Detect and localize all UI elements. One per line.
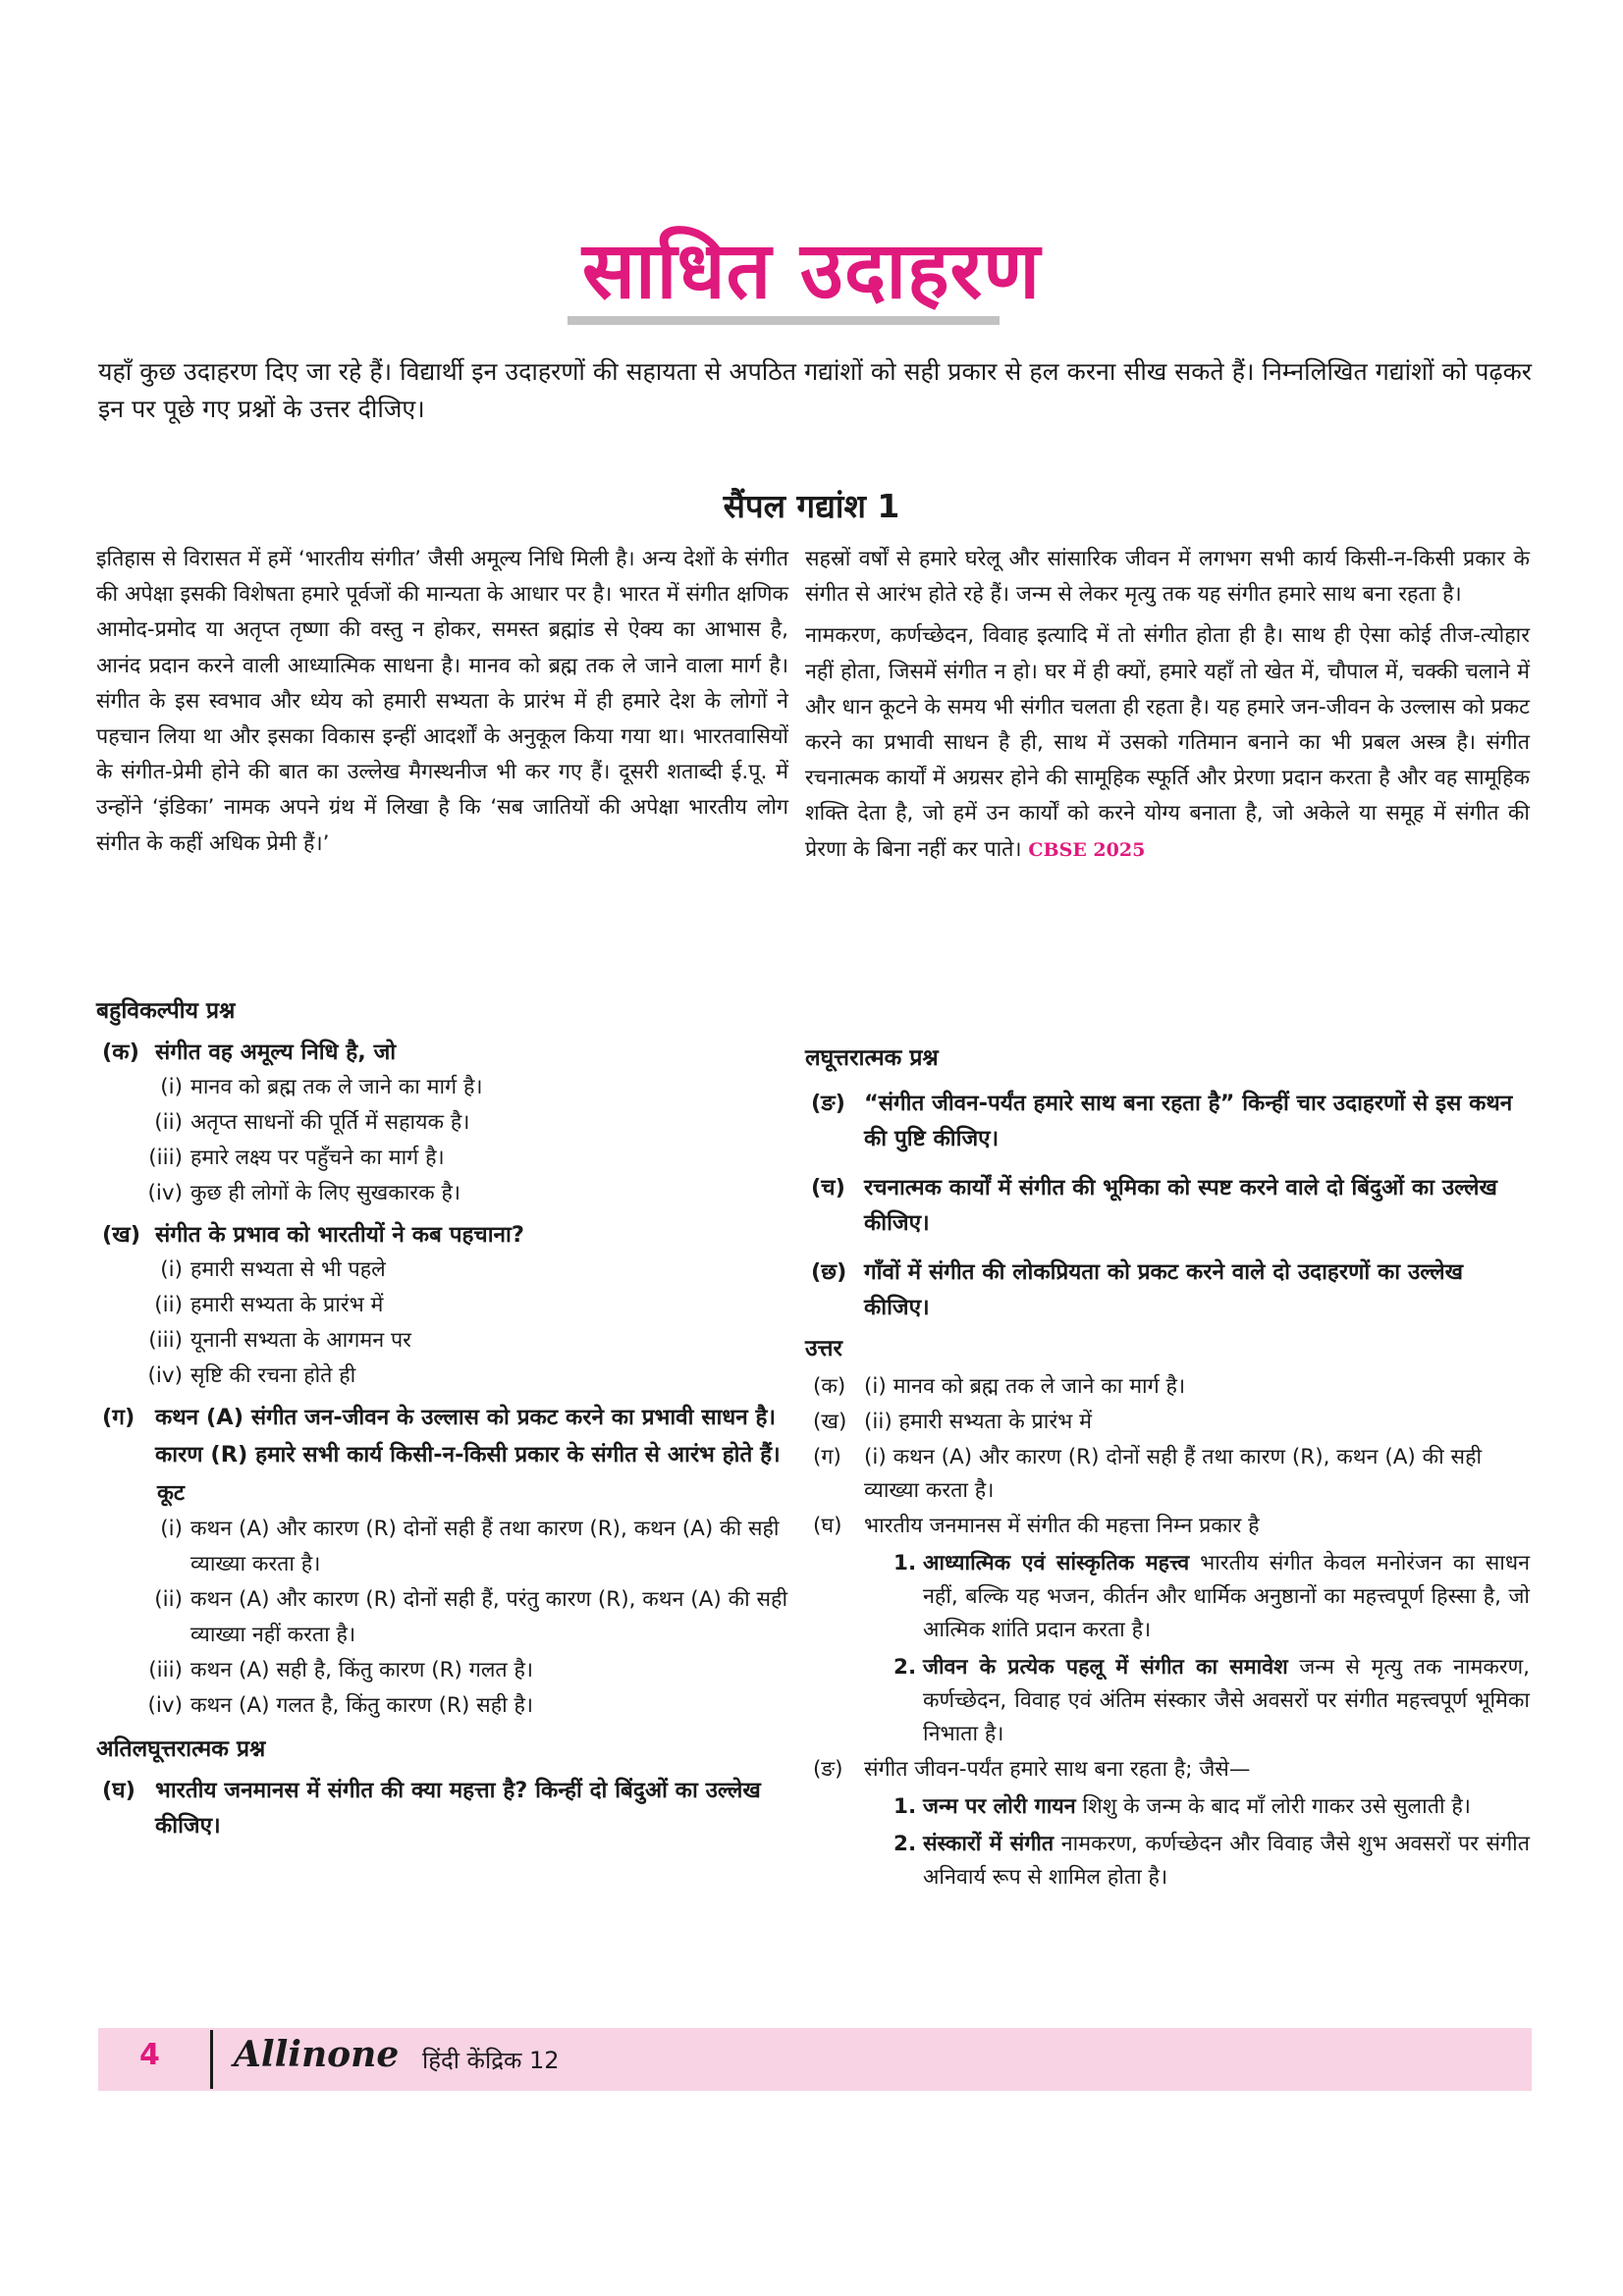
question-label: (घ) <box>102 1778 135 1803</box>
point-title: जीवन के प्रत्येक पहलू में संगीत का समावेश <box>923 1655 1288 1680</box>
option-text: कथन (A) सही है, किंतु कारण (R) गलत है। <box>190 1658 534 1682</box>
option-label: (i) <box>160 1517 183 1541</box>
option-label: (ii) <box>154 1293 183 1317</box>
option-text: अतृप्त साधनों की पूर्ति में सहायक है। <box>190 1110 470 1135</box>
option-text: हमारी सभ्यता से भी पहले <box>190 1257 386 1282</box>
point-number: 2. <box>893 1655 917 1680</box>
option-text: कथन (A) और कारण (R) दोनों सही हैं, परंतु कारण (R), कथन (A) की सही व्याख्या नहीं करता है। <box>190 1587 788 1647</box>
answer-label: (ख) <box>813 1410 847 1434</box>
section-heading: सैंपल गद्यांश 1 <box>723 487 900 525</box>
assertion-key: कथन <box>155 1405 199 1430</box>
point-body: शिशु के जन्म के बाद माँ लोरी गाकर उसे सुलाती है। <box>1075 1794 1471 1819</box>
answer-label: (ग) <box>813 1445 841 1469</box>
mcq-heading: बहुविकल्पीय प्रश्न <box>96 998 236 1024</box>
option <box>96 1253 788 1288</box>
answer-point <box>805 1828 1530 1895</box>
question <box>96 1400 788 1435</box>
option-label: (iii) <box>148 1658 183 1682</box>
answer-label: (क) <box>813 1374 846 1399</box>
answer <box>805 1406 1530 1439</box>
point-body: नामकरण, कर्णच्छेदन और विवाह जैसे शुभ अवसरों पर संगीत अनिवार्य रूप से शामिल होता है। <box>923 1832 1530 1890</box>
option-text: कुछ ही लोगों के लिए सुखकारक है। <box>190 1181 461 1205</box>
option <box>96 1688 788 1724</box>
answer <box>805 1753 1530 1787</box>
option-text: हमारी सभ्यता के प्रारंभ में <box>190 1293 384 1317</box>
page-title: साधित उदाहरण <box>581 225 1042 316</box>
option-label: (iii) <box>148 1146 183 1170</box>
option <box>96 1512 788 1582</box>
point-text <box>923 1547 1530 1647</box>
point-number: 1. <box>893 1794 917 1819</box>
option-text: कथन (A) और कारण (R) दोनों सही हैं तथा कारण (R), कथन (A) की सही व्याख्या करता है। <box>190 1517 780 1576</box>
question-label: (क) <box>102 1040 139 1065</box>
answer <box>805 1510 1530 1543</box>
question-label: (ग) <box>102 1405 135 1430</box>
point-title: संस्कारों में संगीत <box>923 1832 1055 1856</box>
option <box>96 1582 788 1653</box>
question-text: संगीत वह अमूल्य निधि है, जो <box>155 1040 397 1065</box>
point-title: जन्म पर लोरी गायन <box>923 1794 1076 1819</box>
point-number: 2. <box>893 1832 917 1856</box>
answer-point <box>805 1547 1530 1647</box>
option-label: (iii) <box>148 1328 183 1353</box>
answer <box>805 1441 1530 1508</box>
point-body: जन्म से मृत्यु तक नामकरण, कर्णच्छेदन, विवाह एवं अंतिम संस्कार जैसे अवसरों पर संगीत महत्त्वपूर्ण भूमिका निभाता है। <box>923 1655 1531 1746</box>
point-number: 1. <box>893 1551 917 1575</box>
intro-text: यहाँ कुछ उदाहरण दिए जा रहे हैं। विद्यार्थी इन उदाहरणों की सहायता से अपठित गद्यांशों को सही प्रकार से हल करना सीख सकते हैं। निम्नलिखित गद्यांशों को पढ़कर इन पर पूछे गए प्रश्नों के उत्तर दीजिए। <box>98 357 1532 423</box>
page-number: 4 <box>139 2038 160 2072</box>
option <box>96 1323 788 1359</box>
answer-text: संगीत जीवन-पर्यंत हमारे साथ बना रहता है; जैसे— <box>864 1757 1251 1782</box>
option-label: (ii) <box>154 1587 183 1612</box>
question-label: (ङ) <box>811 1091 845 1116</box>
reason-text: (R) हमारे सभी कार्य किसी-न-किसी प्रकार के संगीत से आरंभ होते हैं। <box>210 1442 781 1468</box>
question <box>96 1773 788 1843</box>
question-label: (च) <box>811 1175 845 1201</box>
source-tag: CBSE 2025 <box>1028 838 1146 861</box>
brand-logo: Allinone <box>234 2034 400 2075</box>
point-body: भारतीय संगीत केवल मनोरंजन का साधन नहीं, बल्कि यह भजन, कीर्तन और धार्मिक अनुष्ठानों का महत्त्वपूर्ण हिस्सा है, जो आत्मिक शांति प्रदान करता है। <box>923 1551 1530 1642</box>
questions-left-column <box>96 993 788 1843</box>
answer-point <box>805 1790 1530 1824</box>
questions-right-column <box>805 1041 1530 1895</box>
question <box>805 1255 1530 1325</box>
question <box>96 1035 788 1070</box>
koot-heading: कूट <box>157 1481 185 1506</box>
point-title: आध्यात्मिक एवं सांस्कृतिक महत्त्व <box>923 1551 1190 1575</box>
option <box>96 1653 788 1688</box>
short-heading: लघूत्तरात्मक प्रश्न <box>805 1045 939 1071</box>
very-short-heading: अतिलघूत्तरात्मक प्रश्न <box>96 1736 266 1762</box>
option <box>96 1141 788 1176</box>
question-text: रचनात्मक कार्यों में संगीत की भूमिका को स्पष्ट करने वाले दो बिंदुओं का उल्लेख कीजिए। <box>864 1175 1497 1236</box>
passage-paragraph <box>805 618 1530 867</box>
point-text <box>923 1828 1530 1895</box>
answer <box>805 1370 1530 1404</box>
passage-paragraph: इतिहास से विरासत में हमें ‘भारतीय संगीत’ जैसी अमूल्य निधि मिली है। अन्य देशों के संगीत की अपेक्षा इसकी विशेषता हमारे पूर्वजों की मान्यता के आधार पर है। भारत में संगीत क्षणिक आमोद-प्रमोद या अतृप्त तृष्णा की वस्तु न होकर, समस्त ब्रह्मांड से ऐक्य का आभास है, आनंद प्रदान करने वाली आध्यात्मिक साधना है। मानव को ब्रह्म तक ले जाने वाला मार्ग है। संगीत के इस स्वभाव और ध्येय को हमारी सभ्यता के प्रारंभ में ही हमारे देश के लोगों ने पहचान लिया था और इसका विकास इन्हीं आदर्शों के अनुकूल किया गया था। भारतवासियों के संगीत-प्रेमी होने की बात का उल्लेख मैगस्थनीज भी कर गए हैं। दूसरी शताब्दी ई.पू. में उन्होंने ‘इंडिका’ नामक अपने ग्रंथ में लिखा है कि ‘सब जातियों की अपेक्षा भारतीय लोग संगीत के कहीं अधिक प्रेमी हैं।’ <box>96 547 789 856</box>
option <box>96 1288 788 1323</box>
option <box>96 1105 788 1141</box>
option-label: (iv) <box>147 1363 183 1388</box>
option-text: हमारे लक्ष्य पर पहुँचने का मार्ग है। <box>190 1146 445 1170</box>
answer-point <box>805 1651 1530 1751</box>
point-text <box>923 1651 1530 1751</box>
answer-text: (i) मानव को ब्रह्म तक ले जाने का मार्ग है। <box>864 1374 1186 1399</box>
question-label: (ख) <box>102 1222 140 1248</box>
passage-paragraph: सहस्रों वर्षों से हमारे घरेलू और सांसारिक जीवन में लगभग सभी कार्य किसी-न-किसी प्रकार के संगीत से आरंभ होते रहे हैं। जन्म से लेकर मृत्यु तक यह संगीत हमारे साथ बना रहता है। <box>805 547 1530 608</box>
answer-label: (ङ) <box>813 1757 843 1782</box>
question <box>805 1086 1530 1156</box>
answer-text: (ii) हमारी सभ्यता के प्रारंभ में <box>864 1410 1092 1434</box>
question-text: भारतीय जनमानस में संगीत की क्या महत्ता है? किन्हीं दो बिंदुओं का उल्लेख कीजिए। <box>155 1778 761 1839</box>
question-label: (छ) <box>811 1259 847 1285</box>
option-label: (iv) <box>147 1693 183 1718</box>
answers-heading: उत्तर <box>805 1336 842 1362</box>
option <box>96 1176 788 1211</box>
question-text: “संगीत जीवन-पर्यंत हमारे साथ बना रहता है” किन्हीं चार उदाहरणों से इस कथन की पुष्टि कीजिए। <box>864 1091 1513 1151</box>
reason-key: कारण <box>155 1442 203 1468</box>
option-label: (iv) <box>147 1181 183 1205</box>
option <box>96 1359 788 1394</box>
question-text: संगीत के प्रभाव को भारतीयों ने कब पहचाना? <box>155 1222 524 1248</box>
book-title: हिंदी केंद्रिक 12 <box>422 2047 560 2074</box>
question-text: गाँवों में संगीत की लोकप्रियता को प्रकट करने वाले दो उदाहरणों का उल्लेख कीजिए। <box>864 1259 1464 1320</box>
option-label: (i) <box>160 1257 183 1282</box>
question <box>805 1170 1530 1241</box>
answer-text: भारतीय जनमानस में संगीत की महत्ता निम्न प्रकार है <box>864 1514 1260 1538</box>
reason <box>96 1437 788 1472</box>
title-underline <box>568 316 1000 325</box>
answer-text: (i) कथन (A) और कारण (R) दोनों सही हैं तथा कारण (R), कथन (A) की सही व्याख्या करता है। <box>864 1445 1483 1503</box>
answer-label: (घ) <box>813 1514 842 1538</box>
option-label: (ii) <box>154 1110 183 1135</box>
passage-left-column <box>96 542 788 868</box>
option <box>96 1070 788 1105</box>
option-label: (i) <box>160 1075 183 1099</box>
question-text <box>155 1400 788 1435</box>
footer-divider <box>210 2030 213 2089</box>
point-text <box>923 1790 1530 1824</box>
passage-right-column <box>805 542 1530 874</box>
option-text: कथन (A) गलत है, किंतु कारण (R) सही है। <box>190 1693 534 1718</box>
passage-paragraph-text: नामकरण, कर्णच्छेदन, विवाह इत्यादि में तो संगीत होता ही है। साथ ही ऐसा कोई तीज-त्योहार नहीं होता, जिसमें संगीत न हो। घर में ही क्यों, हमारे यहाँ तो खेत में, चौपाल में, चक्की चलाने में और धान कूटने के समय भी संगीत चलता ही रहता है। यह हमारे जन-जीवन के उल्लास को प्रकट करने का प्रभावी साधन है ही, साथ में उसको गतिमान बनाने का भी प्रबल अस्त्र है। संगीत रचनात्मक कार्यों में अग्रसर होने की सामूहिक स्फूर्ति और प्रेरणा प्रदान करता है और वह सामूहिक शक्ति देता है, जो हमें उन कार्यों को करने योग्य बनाता है, जो अकेले या समूह में संगीत की प्रेरणा के बिना नहीं कर पाते। <box>805 623 1530 862</box>
option-text: सृष्टि की रचना होते ही <box>190 1363 356 1388</box>
option-text: मानव को ब्रह्म तक ले जाने का मार्ग है। <box>190 1075 483 1099</box>
option-text: यूनानी सभ्यता के आगमन पर <box>190 1328 411 1353</box>
assertion-text: (A) संगीत जन-जीवन के उल्लास को प्रकट करने का प्रभावी साधन है। <box>206 1405 776 1430</box>
question <box>96 1217 788 1253</box>
